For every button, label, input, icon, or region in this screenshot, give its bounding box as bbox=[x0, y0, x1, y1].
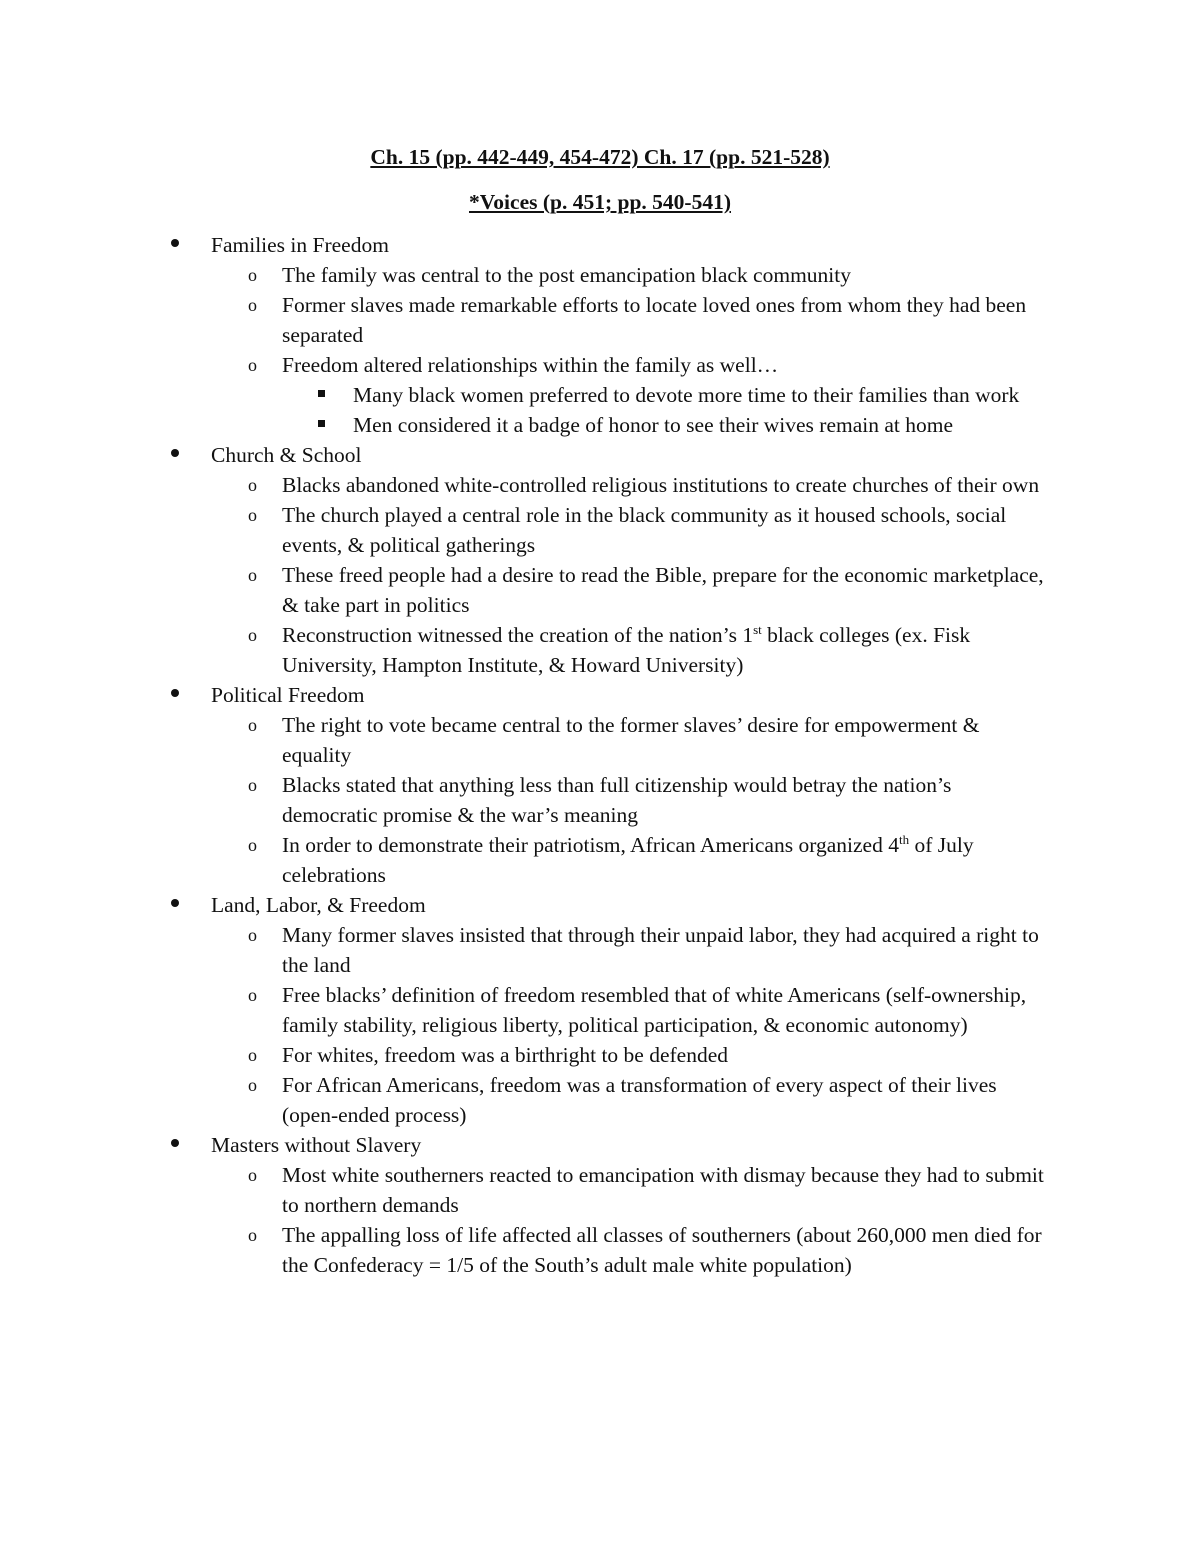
list-item bbox=[0, 260, 1052, 290]
circle-bullet-icon: o bbox=[248, 775, 257, 795]
circle-bullet-icon: o bbox=[248, 1045, 257, 1065]
point-text: Most white southerners reacted to emancipation with dismay because they had to submit to northern demands bbox=[282, 1163, 1044, 1217]
bullet-icon bbox=[171, 449, 179, 457]
list-item bbox=[0, 560, 1052, 620]
section-title: Church & School bbox=[211, 443, 362, 467]
point-text: The family was central to the post emancipation black community bbox=[282, 263, 851, 287]
point-text: Blacks stated that anything less than full citizenship would betray the nation’s democratic promise & the war’s meaning bbox=[282, 773, 952, 827]
section-land-labor-freedom bbox=[0, 890, 1200, 920]
point-text: Former slaves made remarkable efforts to locate loved ones from whom they had been separated bbox=[282, 293, 1027, 347]
list-item bbox=[0, 710, 1052, 770]
circle-bullet-icon: o bbox=[248, 565, 257, 585]
point-text-start: Reconstruction witnessed the creation of the nation’s 1 bbox=[282, 623, 754, 647]
point-text: The appalling loss of life affected all classes of southerners (about 260,000 men died for the Confederacy = 1/5 of the South’s adult male white population) bbox=[282, 1223, 1042, 1277]
circle-bullet-icon: o bbox=[248, 505, 257, 525]
point-text: Freedom altered relationships within the family as well… bbox=[282, 353, 779, 377]
list-item bbox=[0, 620, 1052, 680]
circle-bullet-icon: o bbox=[248, 835, 257, 855]
list-item bbox=[0, 1040, 1052, 1070]
section-families-in-freedom bbox=[0, 230, 1200, 260]
bullet-icon bbox=[171, 1139, 179, 1147]
point-text-start: In order to demonstrate their patriotism, African Americans organized 4 bbox=[282, 833, 899, 857]
point-text: For African Americans, freedom was a transformation of every aspect of their lives (open-ended process) bbox=[282, 1073, 997, 1127]
list-item bbox=[0, 830, 1052, 890]
list-item bbox=[0, 1220, 1052, 1280]
section-political-freedom bbox=[0, 680, 1200, 710]
circle-bullet-icon: o bbox=[248, 715, 257, 735]
circle-bullet-icon: o bbox=[248, 625, 257, 645]
outline-list bbox=[0, 230, 1200, 1280]
chapter-heading: Ch. 15 (pp. 442-449, 454-472) Ch. 17 (pp. 521-528) bbox=[370, 145, 830, 169]
list-item bbox=[0, 920, 1052, 980]
list-item bbox=[0, 470, 1052, 500]
point-text: These freed people had a desire to read the Bible, prepare for the economic marketplace, & take part in politics bbox=[282, 563, 1044, 617]
ordinal-suffix: th bbox=[898, 831, 910, 847]
sub-list-item bbox=[0, 410, 1053, 440]
circle-bullet-icon: o bbox=[248, 925, 257, 945]
voices-heading: *Voices (p. 451; pp. 540-541) bbox=[469, 190, 731, 214]
list-item bbox=[0, 1070, 1052, 1130]
list-item bbox=[0, 350, 1052, 380]
subpoint-text: Many black women preferred to devote more time to their families than work bbox=[353, 383, 1020, 407]
list-item bbox=[0, 290, 1052, 350]
bullet-icon bbox=[171, 899, 179, 907]
section-title: Masters without Slavery bbox=[211, 1133, 422, 1157]
point-text-end: black colleges (ex. Fisk University, Hampton Institute, & Howard University) bbox=[282, 623, 971, 677]
section-title: Land, Labor, & Freedom bbox=[211, 893, 426, 917]
circle-bullet-icon: o bbox=[248, 1075, 257, 1095]
bullet-icon bbox=[171, 689, 179, 697]
circle-bullet-icon: o bbox=[248, 265, 257, 285]
circle-bullet-icon: o bbox=[248, 1165, 257, 1185]
bullet-icon bbox=[171, 239, 179, 247]
point-text: Free blacks’ definition of freedom resembled that of white Americans (self-ownership, family stability, religious liberty, political participation, & economic autonomy) bbox=[282, 983, 1027, 1037]
point-text: Blacks abandoned white-controlled religious institutions to create churches of their own bbox=[282, 473, 1040, 497]
list-item bbox=[0, 500, 1052, 560]
square-bullet-icon bbox=[318, 420, 325, 427]
point-text: The right to vote became central to the former slaves’ desire for empowerment & equality bbox=[282, 713, 980, 767]
circle-bullet-icon: o bbox=[248, 295, 257, 315]
point-text: Many former slaves insisted that through their unpaid labor, they had acquired a right to the land bbox=[282, 923, 1039, 977]
section-title: Families in Freedom bbox=[211, 233, 389, 257]
circle-bullet-icon: o bbox=[248, 985, 257, 1005]
section-church-and-school bbox=[0, 440, 1200, 470]
circle-bullet-icon: o bbox=[248, 1225, 257, 1245]
list-item bbox=[0, 770, 1052, 830]
circle-bullet-icon: o bbox=[248, 475, 257, 495]
subpoint-text: Men considered it a badge of honor to see their wives remain at home bbox=[353, 413, 954, 437]
point-text: The church played a central role in the black community as it housed schools, social events, & political gatherings bbox=[282, 503, 1007, 557]
section-masters-without-slavery bbox=[0, 1130, 1200, 1160]
ordinal-suffix: st bbox=[753, 621, 762, 637]
point-text-end: of July celebrations bbox=[282, 833, 974, 887]
sub-list-item bbox=[0, 380, 1053, 410]
section-title: Political Freedom bbox=[211, 683, 365, 707]
list-item bbox=[0, 980, 1052, 1040]
list-item bbox=[0, 1160, 1052, 1220]
square-bullet-icon bbox=[318, 390, 325, 397]
point-text: For whites, freedom was a birthright to be defended bbox=[282, 1043, 728, 1067]
circle-bullet-icon: o bbox=[248, 355, 257, 375]
